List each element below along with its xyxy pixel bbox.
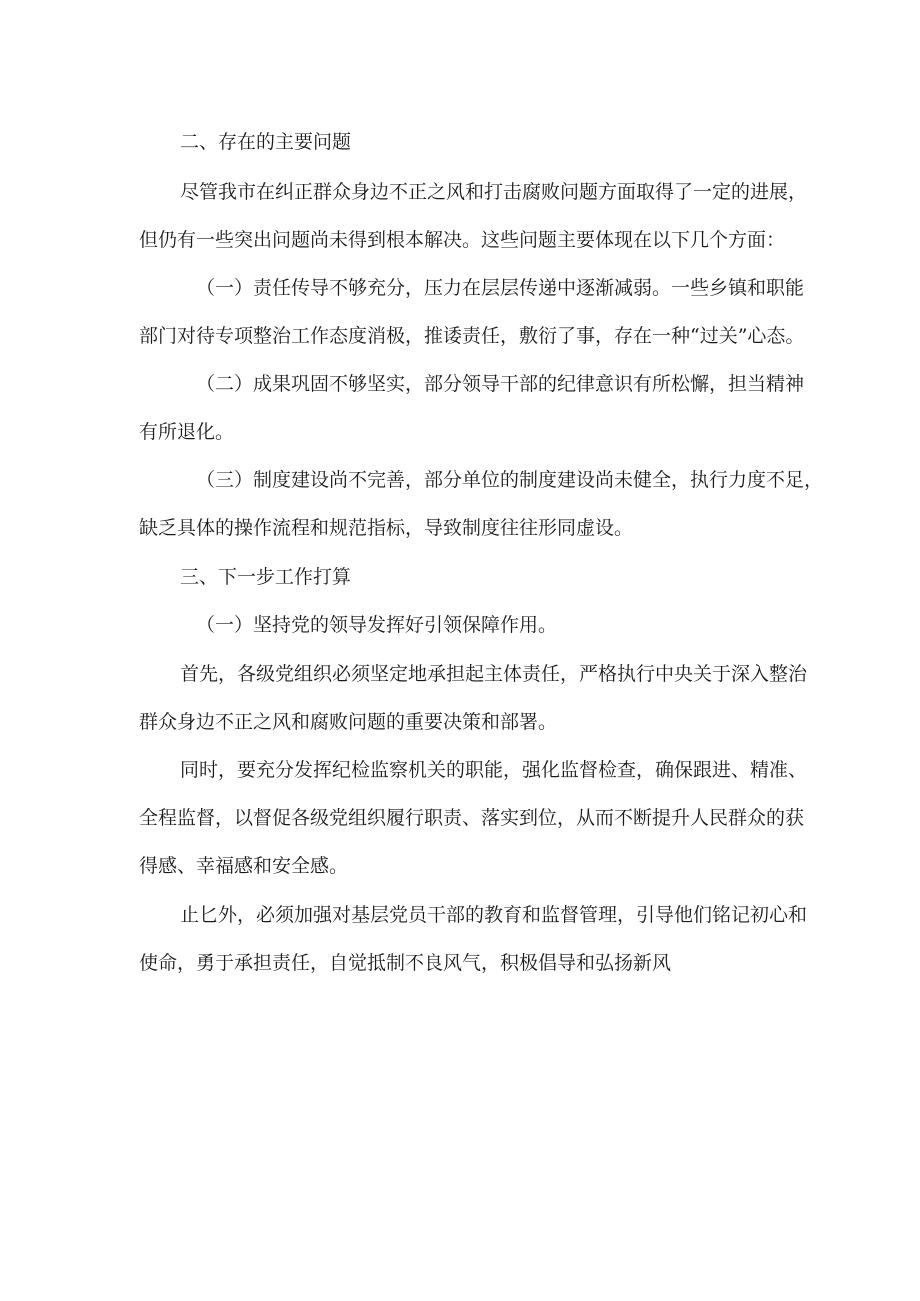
paragraph-intro [0,168,920,264]
paragraph-issue-1 [0,264,920,360]
paragraph-line: 得感、幸福感和安全感。 [139,855,349,877]
paragraph-line: 部门对待专项整治工作态度消极，推诿责任，敷衍了事，存在一种“过关”心态。 [139,325,805,347]
paragraph-meanwhile [0,746,920,890]
paragraph-line: 群众身边不正之风和腐败问题的重要决策和部署。 [139,711,558,733]
paragraph-line: （一）坚持党的领导发挥好引领保障作用。 [196,614,558,636]
section-2-heading [0,118,920,166]
paragraph-line: 尽管我市在纠正群众身边不正之风和打击腐败问题方面取得了一定的进展， [180,181,808,203]
heading-text: 三、下一步工作打算 [180,566,352,588]
paragraph-line: 但仍有一些突出问题尚未得到根本解决。这些问题主要体现在以下几个方面： [139,229,786,251]
paragraph-issue-3 [0,456,920,552]
paragraph-line: 全程监督，以督促各级党组织履行职责、落实到位，从而不断提升人民群众的获 [139,807,805,829]
section-3-heading [0,553,920,601]
paragraph-line: 缺乏具体的操作流程和规范指标，导致制度往往形同虚设。 [139,517,634,539]
paragraph-line: 止匕外，必须加强对基层党员干部的教育和监督管理，引导他们铭记初心和 [180,904,808,926]
paragraph-line: （三）制度建设尚不完善，部分单位的制度建设尚未健全，执行力度不足， [196,469,824,491]
heading-text: 二、存在的主要问题 [180,131,352,153]
paragraph-line: 有所退化。 [139,421,235,443]
paragraph-issue-2 [0,360,920,456]
paragraph-line: 使命，勇于承担责任，自觉抵制不良风气，积极倡导和弘扬新风 [139,952,672,974]
paragraph-plan-1 [0,601,920,649]
paragraph-line: （二）成果巩固不够坚实，部分领导干部的纪律意识有所松懈，担当精神 [196,373,805,395]
paragraph-line: （一）责任传导不够充分，压力在层层传递中逐渐减弱。一些乡镇和职能 [196,277,805,299]
paragraph-line: 首先，各级党组织必须坚定地承担起主体责任，严格执行中央关于深入整治 [180,663,808,685]
paragraph-line: 同时，要充分发挥纪检监察机关的职能，强化监督检查，确保跟进、精准、 [180,759,808,781]
paragraph-first [0,650,920,746]
paragraph-besides [0,891,920,987]
